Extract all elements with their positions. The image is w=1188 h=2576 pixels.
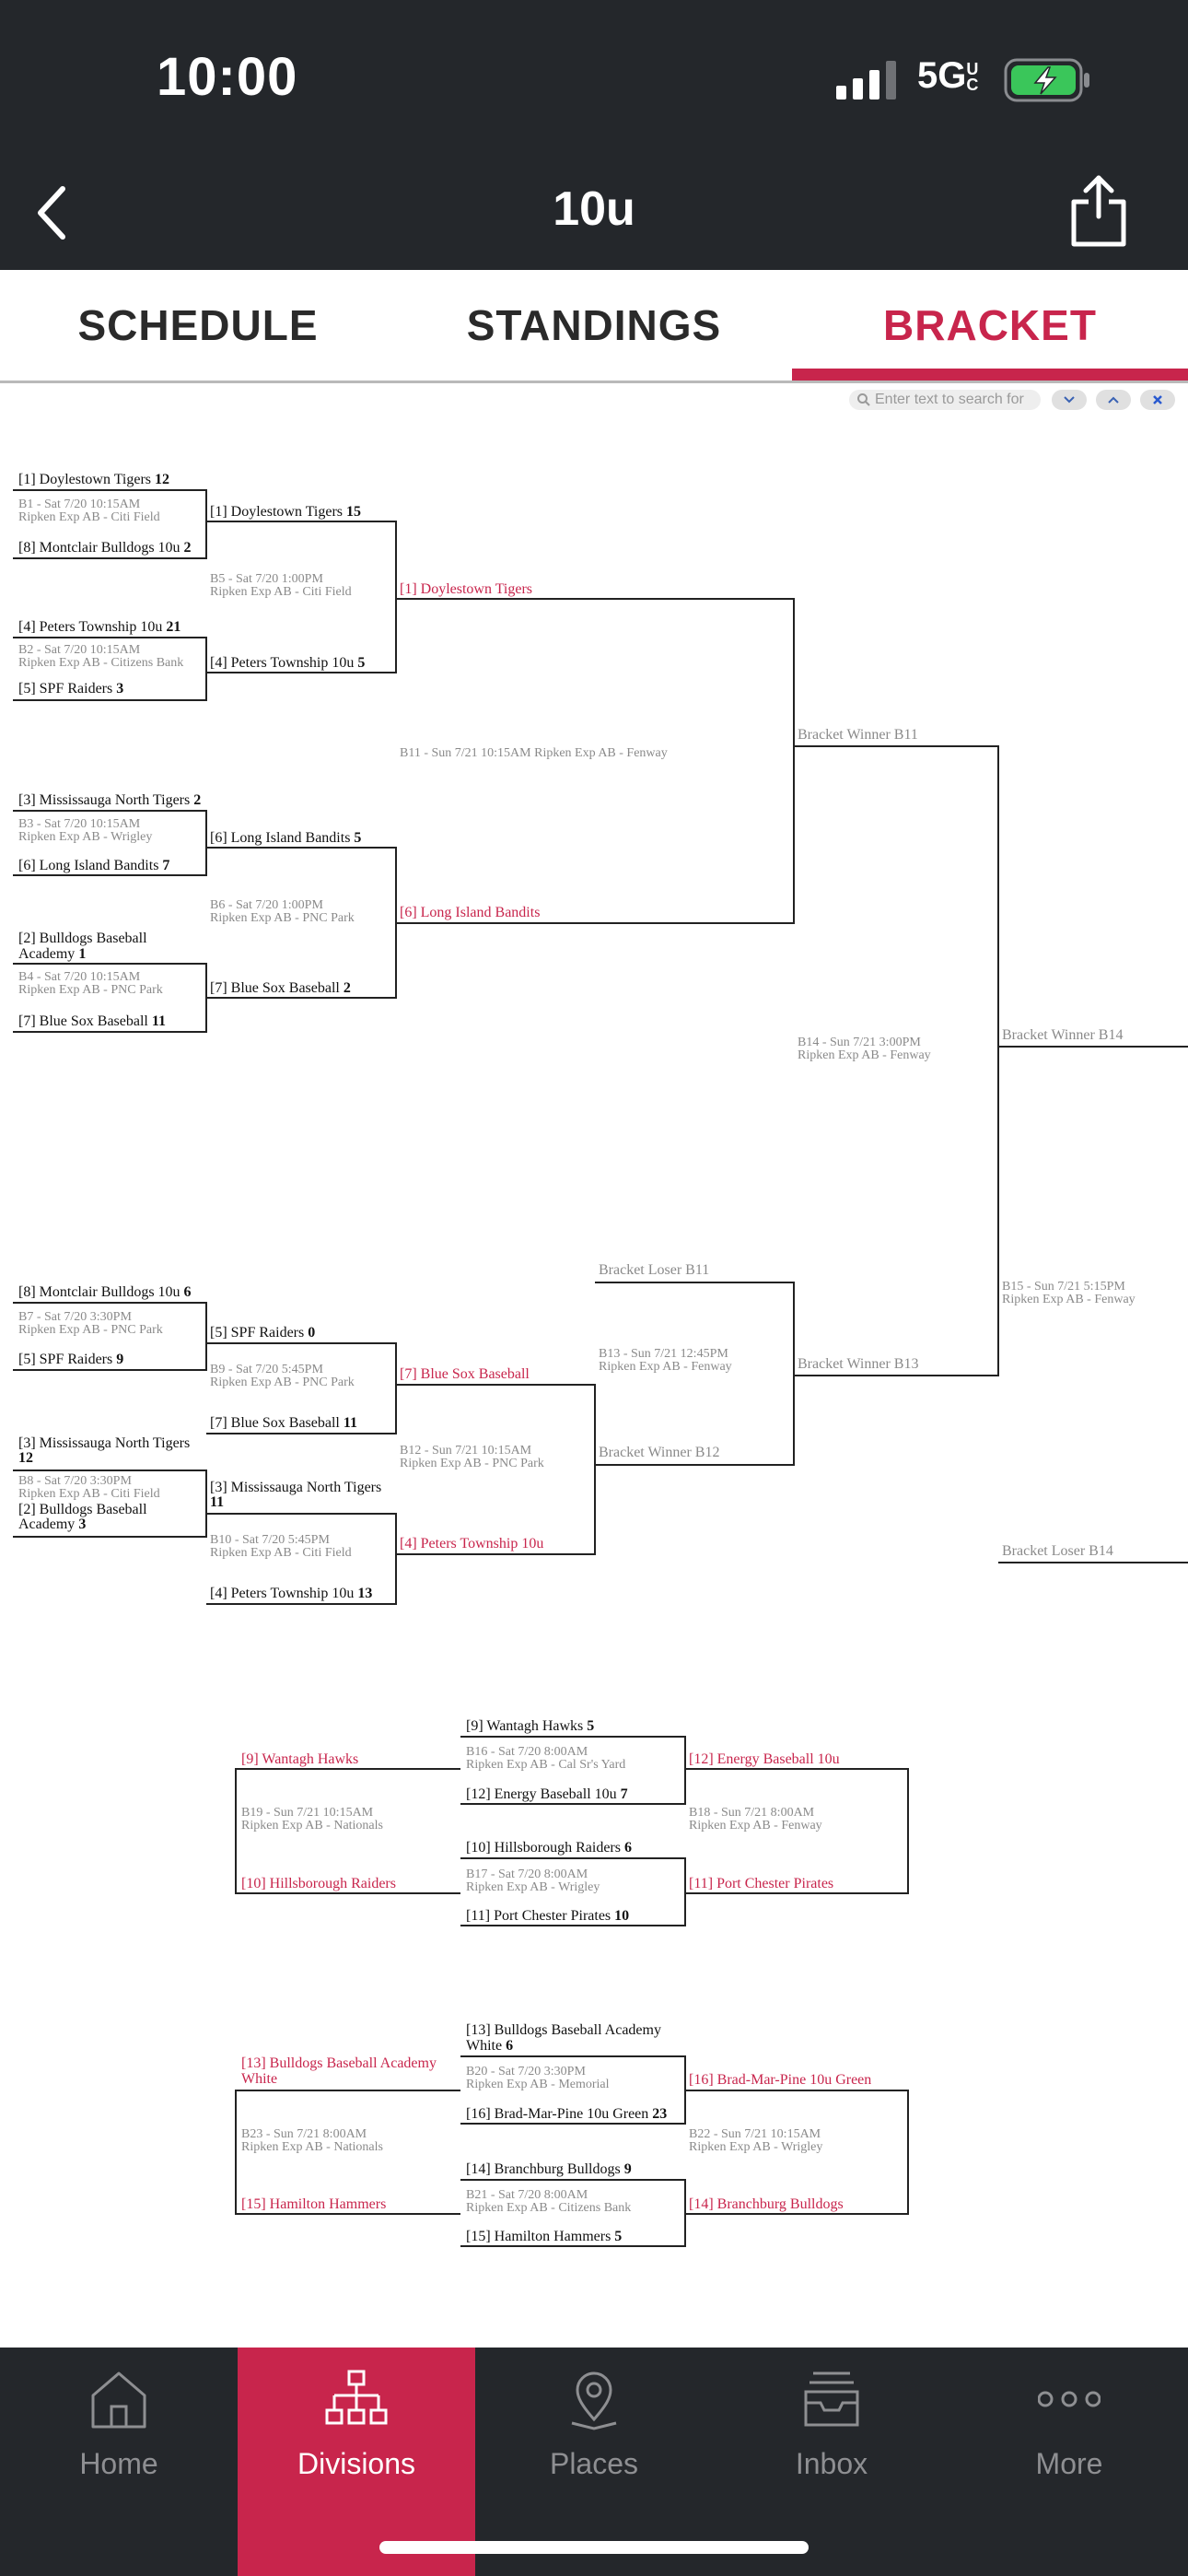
team-b1-top[interactable]: [1] Doylestown Tigers 12: [18, 472, 170, 487]
team-b3-top[interactable]: [3] Mississauga North Tigers 2: [18, 792, 202, 808]
game-venue-b13: Ripken Exp AB - Fenway: [599, 1360, 732, 1374]
game-venue-b15: Ripken Exp AB - Fenway: [1002, 1293, 1136, 1306]
game-venue-b2: Ripken Exp AB - Citizens Bank: [18, 656, 184, 670]
team-b10-top-score[interactable]: 11: [210, 1494, 225, 1510]
search-input[interactable]: [849, 390, 1041, 410]
page-title: 10u: [553, 182, 635, 236]
game-info-b15: B15 - Sun 7/21 5:15PM: [1002, 1280, 1125, 1294]
team-b7-top[interactable]: [8] Montclair Bulldogs 10u 6: [18, 1284, 192, 1300]
nav-divisions-label: Divisions: [297, 2447, 416, 2480]
team-b8-bottom[interactable]: [2] Bulldogs Baseball: [18, 1502, 147, 1517]
game-venue-b17: Ripken Exp AB - Wrigley: [466, 1880, 600, 1894]
game-venue-b1: Ripken Exp AB - Citi Field: [18, 510, 160, 524]
search-prev-button[interactable]: [1096, 390, 1131, 410]
tab-bracket[interactable]: BRACKET: [883, 301, 1097, 349]
game-info-b10: B10 - Sat 7/20 5:45PM: [210, 1533, 330, 1547]
team-b19-bottom[interactable]: [10] Hillsborough Raiders: [241, 1876, 396, 1891]
team-b18-bottom[interactable]: [11] Port Chester Pirates: [689, 1876, 834, 1891]
game-venue-b12: Ripken Exp AB - PNC Park: [400, 1457, 544, 1470]
team-b20-top-line2[interactable]: White 6: [466, 2038, 514, 2054]
team-b6-top[interactable]: [6] Long Island Bandits 5: [210, 830, 362, 846]
team-b21-top[interactable]: [14] Branchburg Bulldogs 9: [466, 2161, 632, 2177]
team-b8-top[interactable]: [3] Mississauga North Tigers: [18, 1435, 191, 1451]
game-info-b19: B19 - Sun 7/21 10:15AM: [241, 1806, 374, 1820]
team-b16-top[interactable]: [9] Wantagh Hawks 5: [466, 1718, 595, 1734]
share-icon[interactable]: [1068, 174, 1129, 248]
status-time: 10:00: [157, 47, 298, 107]
team-b23-top-line2[interactable]: White: [241, 2071, 278, 2087]
game-venue-b3: Ripken Exp AB - Wrigley: [18, 830, 153, 844]
team-b12-bottom[interactable]: [4] Peters Township 10u: [400, 1536, 544, 1551]
hierarchy-icon: [325, 2368, 388, 2430]
app-bar: [0, 161, 1188, 270]
b13-winner-slot: Bracket Winner B13: [798, 1356, 919, 1372]
game-venue-b21: Ripken Exp AB - Citizens Bank: [466, 2201, 632, 2215]
search-icon: [856, 392, 871, 407]
team-b20-bottom[interactable]: [16] Brad-Mar-Pine 10u Green 23: [466, 2106, 668, 2122]
team-b9-top[interactable]: [5] SPF Raiders 0: [210, 1325, 316, 1341]
b14-top-slot: Bracket Winner B11: [798, 727, 918, 743]
game-venue-b19: Ripken Exp AB - Nationals: [241, 1819, 383, 1832]
game-venue-b9: Ripken Exp AB - PNC Park: [210, 1376, 355, 1389]
team-b8-bottom-line2[interactable]: Academy 3: [18, 1516, 87, 1532]
tab-schedule[interactable]: SCHEDULE: [77, 301, 319, 349]
team-b16-bottom[interactable]: [12] Energy Baseball 10u 7: [466, 1786, 628, 1802]
team-b10-bottom[interactable]: [4] Peters Township 10u 13: [210, 1586, 373, 1601]
inbox-icon: [800, 2368, 863, 2430]
team-b17-bottom[interactable]: [11] Port Chester Pirates 10: [466, 1908, 630, 1924]
nav-more-label: More: [1035, 2447, 1103, 2480]
tab-standings[interactable]: STANDINGS: [466, 301, 722, 349]
nav-home[interactable]: [0, 2348, 238, 2576]
team-b20-top[interactable]: [13] Bulldogs Baseball Academy: [466, 2022, 661, 2038]
search-clear-button[interactable]: [1140, 390, 1175, 410]
close-icon: [1152, 394, 1163, 405]
game-info-b3: B3 - Sat 7/20 10:15AM: [18, 817, 141, 831]
team-b22-bottom[interactable]: [14] Branchburg Bulldogs: [689, 2196, 844, 2212]
game-venue-b7: Ripken Exp AB - PNC Park: [18, 1323, 163, 1337]
chevron-down-icon: [1063, 395, 1076, 404]
game-venue-b16: Ripken Exp AB - Cal Sr's Yard: [466, 1758, 626, 1772]
game-info-b23: B23 - Sun 7/21 8:00AM: [241, 2127, 367, 2141]
battery-icon: [1004, 58, 1092, 102]
team-b4-bottom[interactable]: [7] Blue Sox Baseball 11: [18, 1013, 166, 1029]
team-b12-top[interactable]: [7] Blue Sox Baseball: [400, 1366, 530, 1382]
game-info-b22: B22 - Sun 7/21 10:15AM: [689, 2127, 821, 2141]
network-type: 5GUC: [917, 55, 979, 96]
signal-icon: [836, 61, 897, 100]
game-venue-b4: Ripken Exp AB - PNC Park: [18, 983, 163, 997]
team-b23-top[interactable]: [13] Bulldogs Baseball Academy: [241, 2055, 437, 2071]
team-b8-top-score[interactable]: 12: [18, 1450, 33, 1466]
b13-bottom-slot: Bracket Winner B12: [599, 1445, 720, 1460]
game-info-b14: B14 - Sun 7/21 3:00PM: [798, 1036, 921, 1049]
team-b23-bottom[interactable]: [15] Hamilton Hammers: [241, 2196, 387, 2212]
game-info-b4: B4 - Sat 7/20 10:15AM: [18, 970, 141, 984]
game-info-b11: B11 - Sun 7/21 10:15AM Ripken Exp AB - Fenway: [400, 746, 668, 760]
game-info-b13: B13 - Sun 7/21 12:45PM: [599, 1347, 728, 1361]
team-b4-top-line2[interactable]: Academy 1: [18, 946, 87, 962]
team-b9-bottom[interactable]: [7] Blue Sox Baseball 11: [210, 1415, 357, 1431]
game-info-b18: B18 - Sun 7/21 8:00AM: [689, 1806, 815, 1820]
team-b21-bottom[interactable]: [15] Hamilton Hammers 5: [466, 2229, 623, 2244]
game-info-b8: B8 - Sat 7/20 3:30PM: [18, 1474, 132, 1488]
game-venue-b14: Ripken Exp AB - Fenway: [798, 1048, 931, 1062]
team-b10-top[interactable]: [3] Mississauga North Tigers: [210, 1480, 382, 1495]
game-venue-b18: Ripken Exp AB - Fenway: [689, 1819, 822, 1832]
game-info-b6: B6 - Sat 7/20 1:00PM: [210, 898, 323, 912]
game-venue-b5: Ripken Exp AB - Citi Field: [210, 585, 352, 599]
game-venue-b8: Ripken Exp AB - Citi Field: [18, 1487, 160, 1501]
team-b18-top[interactable]: [12] Energy Baseball 10u: [689, 1751, 840, 1767]
nav-more[interactable]: [950, 2348, 1188, 2576]
game-info-b16: B16 - Sat 7/20 8:00AM: [466, 1745, 588, 1759]
team-b2-top[interactable]: [4] Peters Township 10u 21: [18, 619, 181, 635]
game-info-b12: B12 - Sun 7/21 10:15AM: [400, 1444, 532, 1458]
map-pin-icon: [563, 2368, 625, 2430]
team-b17-top[interactable]: [10] Hillsborough Raiders 6: [466, 1840, 632, 1856]
game-info-b7: B7 - Sat 7/20 3:30PM: [18, 1310, 132, 1324]
nav-home-label: Home: [79, 2447, 158, 2480]
game-info-b2: B2 - Sat 7/20 10:15AM: [18, 643, 141, 657]
team-b3-bottom[interactable]: [6] Long Island Bandits 7: [18, 858, 170, 873]
game-info-b20: B20 - Sat 7/20 3:30PM: [466, 2065, 586, 2078]
status-bar: [0, 0, 1188, 161]
game-info-b17: B17 - Sat 7/20 8:00AM: [466, 1868, 588, 1881]
home-indicator: [379, 2541, 809, 2554]
team-b5-top[interactable]: [1] Doylestown Tigers 15: [210, 504, 362, 520]
b15-loser-slot: Bracket Loser B14: [1002, 1543, 1113, 1559]
game-info-b21: B21 - Sat 7/20 8:00AM: [466, 2188, 588, 2202]
game-venue-b10: Ripken Exp AB - Citi Field: [210, 1546, 352, 1560]
team-b5-bottom[interactable]: [4] Peters Township 10u 5: [210, 655, 366, 671]
home-icon: [87, 2368, 150, 2430]
game-venue-b22: Ripken Exp AB - Wrigley: [689, 2140, 823, 2154]
team-b22-top[interactable]: [16] Brad-Mar-Pine 10u Green: [689, 2072, 872, 2088]
team-b2-bottom[interactable]: [5] SPF Raiders 3: [18, 681, 124, 697]
team-b11-bottom[interactable]: [6] Long Island Bandits: [400, 905, 541, 920]
game-venue-b23: Ripken Exp AB - Nationals: [241, 2140, 383, 2154]
team-b1-bottom[interactable]: [8] Montclair Bulldogs 10u 2: [18, 540, 192, 556]
game-venue-b20: Ripken Exp AB - Memorial: [466, 2078, 610, 2091]
team-b7-bottom[interactable]: [5] SPF Raiders 9: [18, 1352, 124, 1367]
bracket-view: [0, 419, 1188, 2340]
game-info-b9: B9 - Sat 7/20 5:45PM: [210, 1363, 323, 1376]
bracket-lines: [0, 419, 1188, 2340]
team-b19-top[interactable]: [9] Wantagh Hawks: [241, 1751, 359, 1767]
search-placeholder: Enter text to search for: [875, 392, 1024, 407]
game-info-b5: B5 - Sat 7/20 1:00PM: [210, 572, 323, 586]
more-icon: [1038, 2368, 1101, 2430]
team-b6-bottom[interactable]: [7] Blue Sox Baseball 2: [210, 980, 351, 996]
nav-inbox-label: Inbox: [795, 2447, 868, 2480]
active-tab-indicator: [792, 369, 1188, 381]
team-b11-top[interactable]: [1] Doylestown Tigers: [400, 581, 533, 597]
b14-winner-slot: Bracket Winner B14: [1002, 1027, 1124, 1043]
search-next-button[interactable]: [1052, 390, 1087, 410]
b13-top-slot: Bracket Loser B11: [599, 1262, 710, 1278]
game-venue-b6: Ripken Exp AB - PNC Park: [210, 911, 355, 925]
team-b4-top[interactable]: [2] Bulldogs Baseball: [18, 931, 147, 946]
tab-bar: [0, 270, 1188, 383]
game-info-b1: B1 - Sat 7/20 10:15AM: [18, 498, 141, 511]
chevron-up-icon: [1107, 395, 1120, 404]
nav-places-label: Places: [549, 2447, 639, 2480]
